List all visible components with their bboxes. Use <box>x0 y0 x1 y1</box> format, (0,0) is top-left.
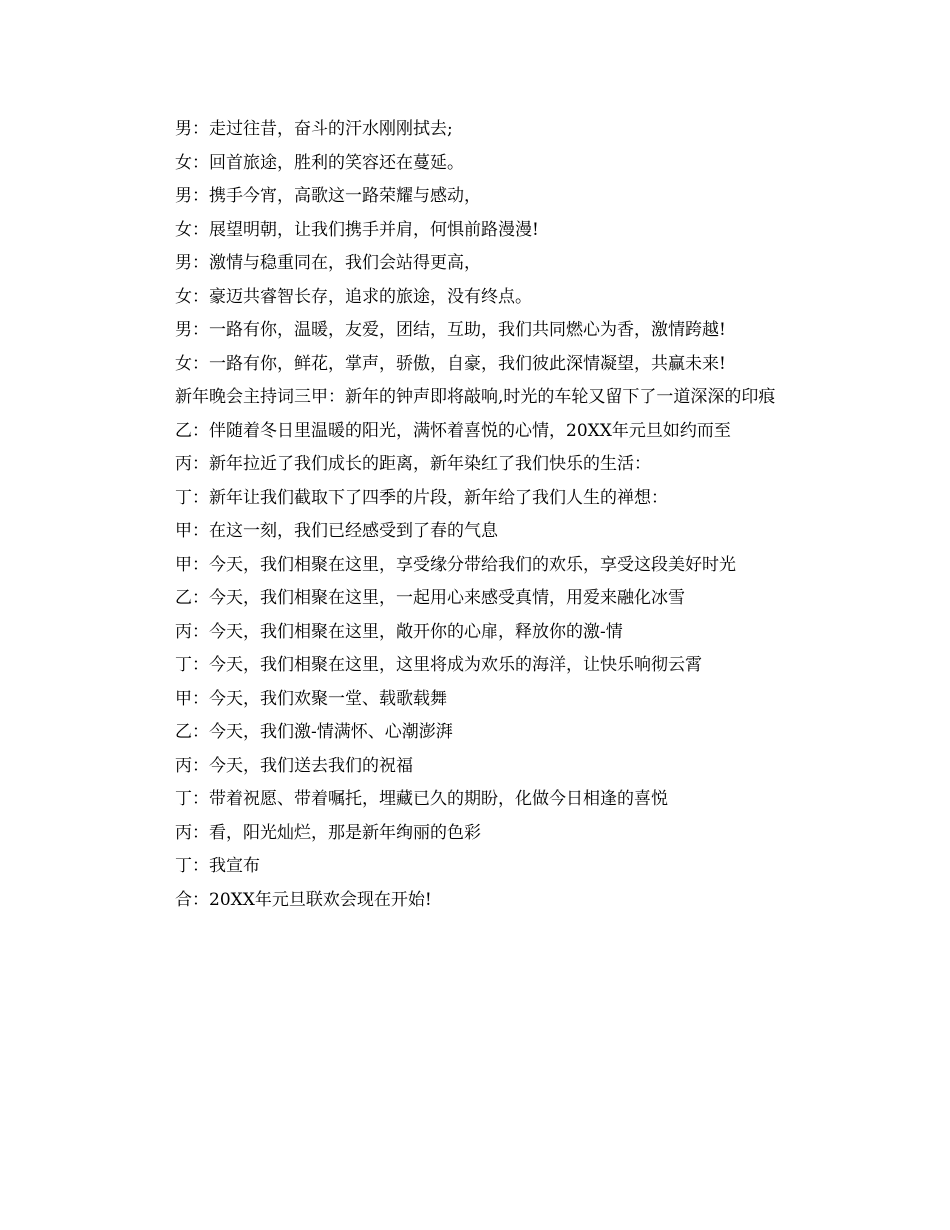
paragraph: 甲：今天，我们相聚在这里，享受缘分带给我们的欢乐，享受这段美好时光 <box>175 554 736 575</box>
paragraph: 乙：今天，我们相聚在这里，一起用心来感受真情，用爱来融化冰雪 <box>175 588 685 608</box>
paragraph: 丙：今天，我们相聚在这里，敞开你的心扉，释放你的激-情 <box>175 621 623 642</box>
paragraph: 乙：伴随着冬日里温暖的阳光，满怀着喜悦的心情，20XX年元旦如约而至 <box>175 420 731 441</box>
paragraph: 丙：今天，我们送去我们的祝福 <box>175 755 413 776</box>
paragraph: 丙：新年拉近了我们成长的距离，新年染红了我们快乐的生活： <box>175 454 651 474</box>
paragraph: 丁：新年让我们截取下了四季的片段，新年给了我们人生的禅想： <box>175 487 668 508</box>
paragraph: 合：20XX年元旦联欢会现在开始! <box>175 889 432 910</box>
paragraph: 乙：今天，我们激-情满怀、心潮澎湃 <box>175 722 453 742</box>
paragraph: 女：一路有你，鲜花，掌声，骄傲，自豪，我们彼此深情凝望，共赢未来! <box>175 353 726 374</box>
paragraph: 甲：今天，我们欢聚一堂、载歌载舞 <box>175 688 447 709</box>
paragraph: 女：回首旅途，胜利的笑容还在蔓延。 <box>175 152 464 173</box>
paragraph: 丁：今天，我们相聚在这里，这里将成为欢乐的海洋，让快乐响彻云霄 <box>175 655 702 675</box>
paragraph: 丙：看，阳光灿烂，那是新年绚丽的色彩 <box>175 822 481 843</box>
paragraph: 丁：我宣布 <box>175 856 260 876</box>
paragraph: 新年晚会主持词三甲：新年的钟声即将敲响,时光的车轮又留下了一道深深的印痕 <box>175 387 776 407</box>
paragraph: 男：激情与稳重同在，我们会站得更高， <box>175 253 481 273</box>
paragraph: 男：携手今宵，高歌这一路荣耀与感动， <box>175 186 481 206</box>
paragraph: 丁：带着祝愿、带着嘱托，埋藏已久的期盼，化做今日相逢的喜悦 <box>175 789 668 809</box>
paragraph: 女：豪迈共睿智长存，追求的旅途，没有终点。 <box>175 286 532 307</box>
paragraph: 男：一路有你，温暖，友爱，团结，互助，我们共同燃心为香，激情跨越! <box>175 320 726 340</box>
paragraph: 甲：在这一刻，我们已经感受到了春的气息 <box>175 521 498 541</box>
paragraph: 男：走过往昔，奋斗的汗水刚刚拭去; <box>175 119 453 139</box>
document-body <box>140 113 820 917</box>
paragraph: 女：展望明朝，让我们携手并肩，何惧前路漫漫! <box>175 219 539 240</box>
